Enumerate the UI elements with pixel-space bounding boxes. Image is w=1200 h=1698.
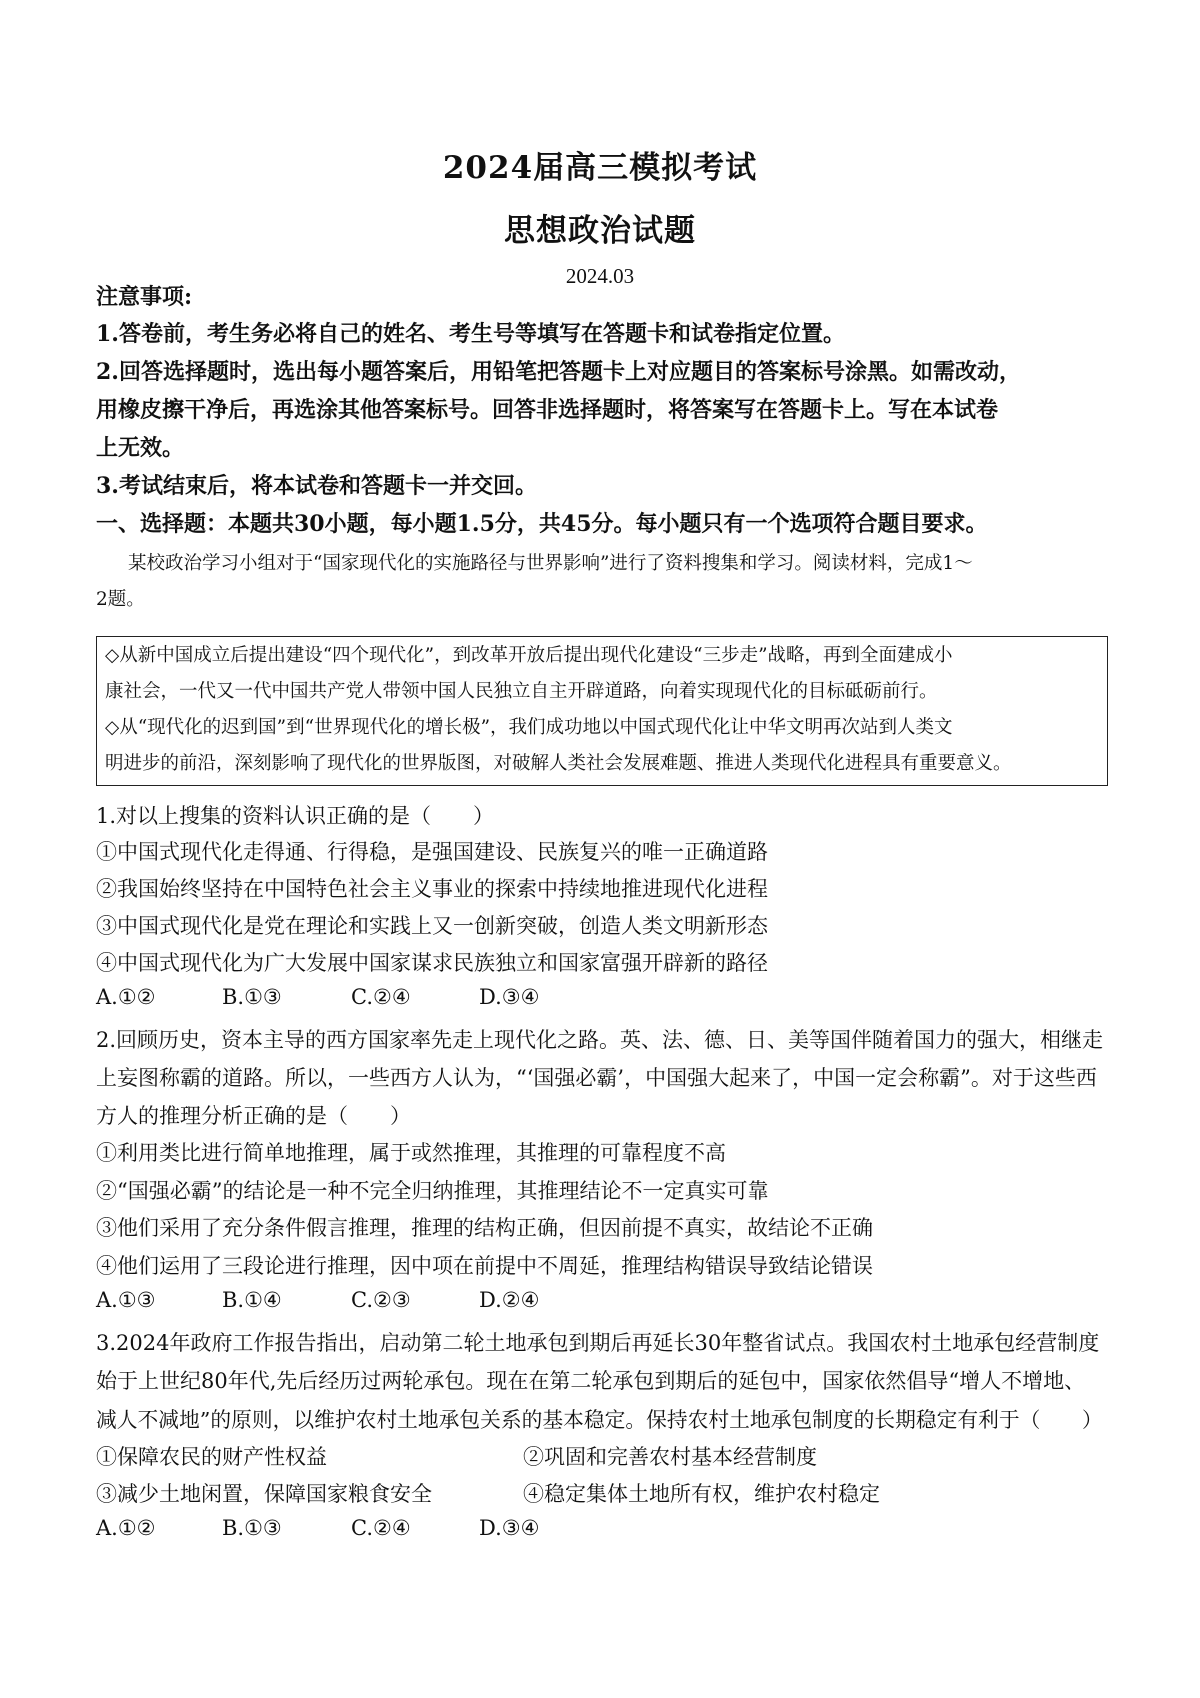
material-box-line-1: ◇从新中国成立后提出建设“四个现代化”，到改革开放后提出现代化建设“三步走”战略，再到全面建成小	[105, 645, 953, 666]
q3-statement-4: ④稳定集体土地所有权，维护农村稳定	[523, 1482, 880, 1506]
q2-statement-4: ④他们运用了三段论进行推理，因中项在前提中不周延，推理结构错误导致结论错误	[96, 1254, 873, 1278]
q3-statement-1: ①保障农民的财产性权益	[96, 1445, 327, 1469]
q2-stem-line-3: 方人的推理分析正确的是（ ）	[96, 1104, 411, 1128]
material-box-line-2: 康社会，一代又一代中国共产党人带领中国人民独立自主开辟道路，向着实现现代化的目标砥砺前行。	[105, 681, 938, 702]
q1-option-c: C.②④	[351, 985, 411, 1009]
q3-stem-line-1: 3.2024年政府工作报告指出，启动第二轮土地承包到期后再延长30年整省试点。我国农村土地承包经营制度	[96, 1331, 1100, 1355]
notice-item-2-line-1: 2.回答选择题时，选出每小题答案后，用铅笔把答题卡上对应题目的答案标号涂黑。如需改动，	[96, 359, 1021, 385]
q2-statement-1: ①利用类比进行简单地推理，属于或然推理，其推理的可靠程度不高	[96, 1141, 726, 1165]
q1-statement-4: ④中国式现代化为广大发展中国家谋求民族独立和国家富强开辟新的路径	[96, 951, 768, 975]
q1-statement-2: ②我国始终坚持在中国特色社会主义事业的探索中持续地推进现代化进程	[96, 877, 768, 901]
notice-item-3: 3.考试结束后，将本试卷和答题卡一并交回。	[96, 473, 537, 499]
material-intro-line-1: 某校政治学习小组对于“国家现代化的实施路径与世界影响”进行了资料搜集和学习。阅读材料，完成1～	[128, 553, 973, 574]
q2-option-b: B.①④	[222, 1288, 282, 1312]
q2-option-d: D.②④	[479, 1288, 540, 1312]
section-1-heading: 一、选择题：本题共30小题，每小题1.5分，共45分。每小题只有一个选项符合题目要求。	[96, 511, 988, 537]
material-box-line-3: ◇从“现代化的迟到国”到“世界现代化的增长极”，我们成功地以中国式现代化让中华文明再次站到人类文	[105, 717, 953, 738]
q2-option-c: C.②③	[351, 1288, 411, 1312]
q1-statement-3: ③中国式现代化是党在理论和实践上又一创新突破，创造人类文明新形态	[96, 914, 768, 938]
notice-heading: 注意事项:	[96, 284, 193, 310]
notice-item-2-line-3: 上无效。	[96, 435, 185, 461]
exam-date: 2024.03	[565, 264, 635, 288]
material-intro-line-2: 2题。	[96, 589, 145, 610]
q3-option-d: D.③④	[479, 1516, 540, 1540]
q2-stem-line-2: 上妄图称霸的道路。所以，一些西方人认为，“‘国强必霸’，中国强大起来了，中国一定会称霸”。对于这些西	[96, 1066, 1097, 1090]
exam-title: 2024届高三模拟考试	[442, 150, 758, 186]
q2-statement-3: ③他们采用了充分条件假言推理，推理的结构正确，但因前提不真实，故结论不正确	[96, 1216, 873, 1240]
notice-item-2-line-2: 用橡皮擦干净后，再选涂其他答案标号。回答非选择题时，将答案写在答题卡上。写在本试卷	[96, 397, 999, 423]
q3-statement-2: ②巩固和完善农村基本经营制度	[523, 1445, 817, 1469]
material-box	[96, 636, 1108, 786]
q1-option-a: A.①②	[96, 985, 156, 1009]
q2-stem-line-1: 2.回顾历史，资本主导的西方国家率先走上现代化之路。英、法、德、日、美等国伴随着国力的强大，相继走	[96, 1028, 1104, 1052]
q1-stem: 1.对以上搜集的资料认识正确的是（ ）	[96, 804, 495, 828]
q1-option-d: D.③④	[479, 985, 540, 1009]
q3-option-b: B.①③	[222, 1516, 282, 1540]
q1-statement-1: ①中国式现代化走得通、行得稳，是强国建设、民族复兴的唯一正确道路	[96, 840, 768, 864]
q3-stem-line-3: 减人不减地”的原则，以维护农村土地承包关系的基本稳定。保持农村土地承包制度的长期稳定有利于（ ）	[96, 1408, 1103, 1432]
q3-option-a: A.①②	[96, 1516, 156, 1540]
q3-statement-3: ③减少土地闲置，保障国家粮食安全	[96, 1482, 432, 1506]
exam-subject: 思想政治试题	[504, 213, 696, 249]
notice-item-1: 1.答卷前，考生务必将自己的姓名、考生号等填写在答题卡和试卷指定位置。	[96, 321, 845, 347]
material-box-line-4: 明进步的前沿，深刻影响了现代化的世界版图，对破解人类社会发展难题、推进人类现代化进程具有重要意义。	[105, 753, 1012, 774]
q1-option-b: B.①③	[222, 985, 282, 1009]
q3-option-c: C.②④	[351, 1516, 411, 1540]
q2-statement-2: ②“国强必霸”的结论是一种不完全归纳推理，其推理结论不一定真实可靠	[96, 1179, 769, 1203]
q2-option-a: A.①③	[96, 1288, 156, 1312]
q3-stem-line-2: 始于上世纪80年代,先后经历过两轮承包。现在在第二轮承包到期后的延包中，国家依然倡导“增人不增地、	[96, 1369, 1086, 1393]
